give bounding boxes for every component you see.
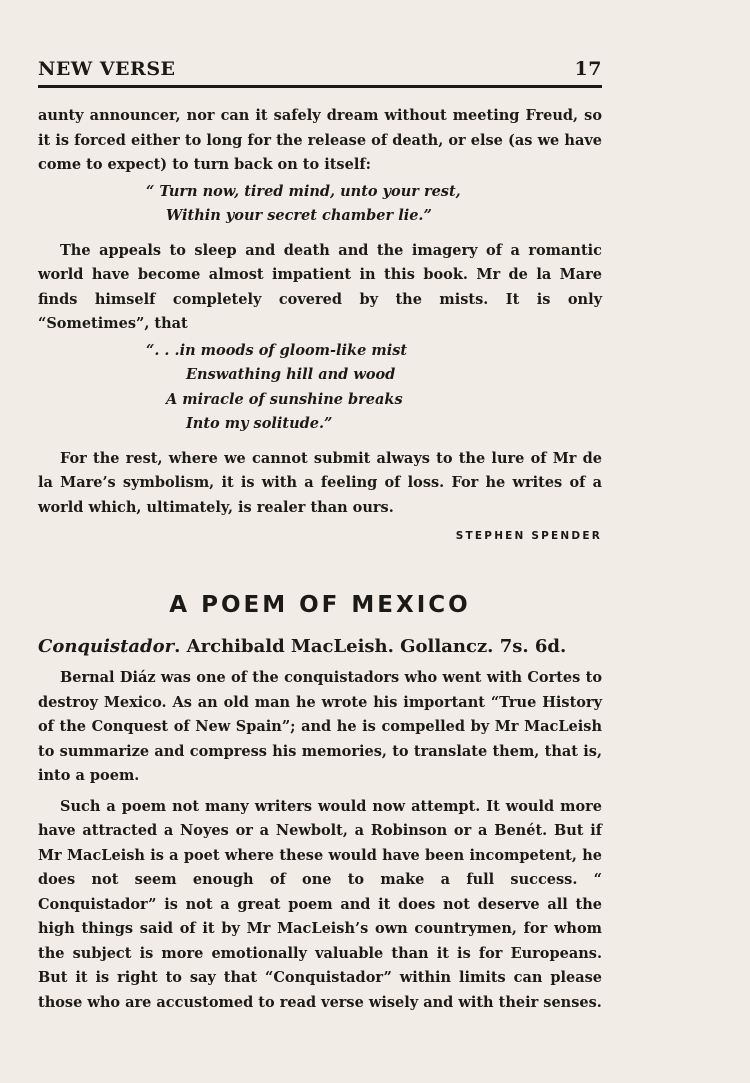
review-conquistador <box>38 666 602 1015</box>
book-citation <box>38 634 602 660</box>
verse-quote-1 <box>38 180 602 229</box>
book-title: Conquistador <box>38 636 175 657</box>
verse-line: A miracle of sunshine breaks <box>166 390 403 408</box>
author-signature: STEPHEN SPENDER <box>455 530 602 542</box>
page-number: 17 <box>574 58 602 80</box>
verse-line: Within your secret chamber lie.” <box>166 207 432 224</box>
continued-paragraph: aunty announcer, nor can it safely dream without meeting Freud, so it is forced either to long for the release of death, or else (as we have come to expect) to turn back on to itself: <box>38 107 602 173</box>
section-title: A POEM OF MEXICO <box>169 592 471 618</box>
header-rule <box>38 85 602 88</box>
paragraph: The appeals to sleep and death and the imagery of a romantic world have become almost impatient in this book. Mr de la Mare finds himself completely covered by the mists. It is only “Sometimes”, that <box>38 241 602 332</box>
verse-line: “ Turn now, tired mind, unto your rest, <box>146 182 461 200</box>
running-title: NEW VERSE <box>38 58 176 80</box>
paragraph: Bernal Diáz was one of the conquistadors who went with Cortes to destroy Mexico. As an old man he wrote his important “True History of the Conquest of New Spain”; and he is compelled by Mr MacLeish to summarize and compress his memories, to translate them, that is, into a poem. <box>38 669 602 784</box>
running-head <box>38 56 602 82</box>
book-details: . Archibald MacLeish. Gollancz. 7s. 6d. <box>174 636 567 657</box>
paragraph: For the rest, where we cannot submit always to the lure of Mr de la Mare’s symbolism, it is with a feeling of loss. For he writes of a world which, ultimately, is realer than ours. <box>38 449 602 516</box>
paragraph: Such a poem not many writers would now attempt. It would more have attracted a Noyes or a Newbolt, a Robinson or a Benét. But if Mr MacLeish is a poet where these would have been incompetent, he does not seem enough of one to make a full success. “ Conquistador” is not a great poem and it does not deserve all the high things said of it by Mr MacLeish’s own countrymen, for whom the subject is more emotionally valuable than it is for Europeans. But it is right to say that “Conquistador” within limits can please those who are accustomed to read verse wisely and with their senses. <box>38 797 602 1011</box>
page <box>38 56 602 1015</box>
verse-quote-2 <box>38 339 602 437</box>
verse-line: Enswathing hill and wood <box>186 366 396 383</box>
verse-line: Into my solitude.” <box>186 415 333 432</box>
verse-line: “. . .in moods of gloom-like mist <box>146 341 408 359</box>
review-de-la-mare <box>38 104 602 546</box>
